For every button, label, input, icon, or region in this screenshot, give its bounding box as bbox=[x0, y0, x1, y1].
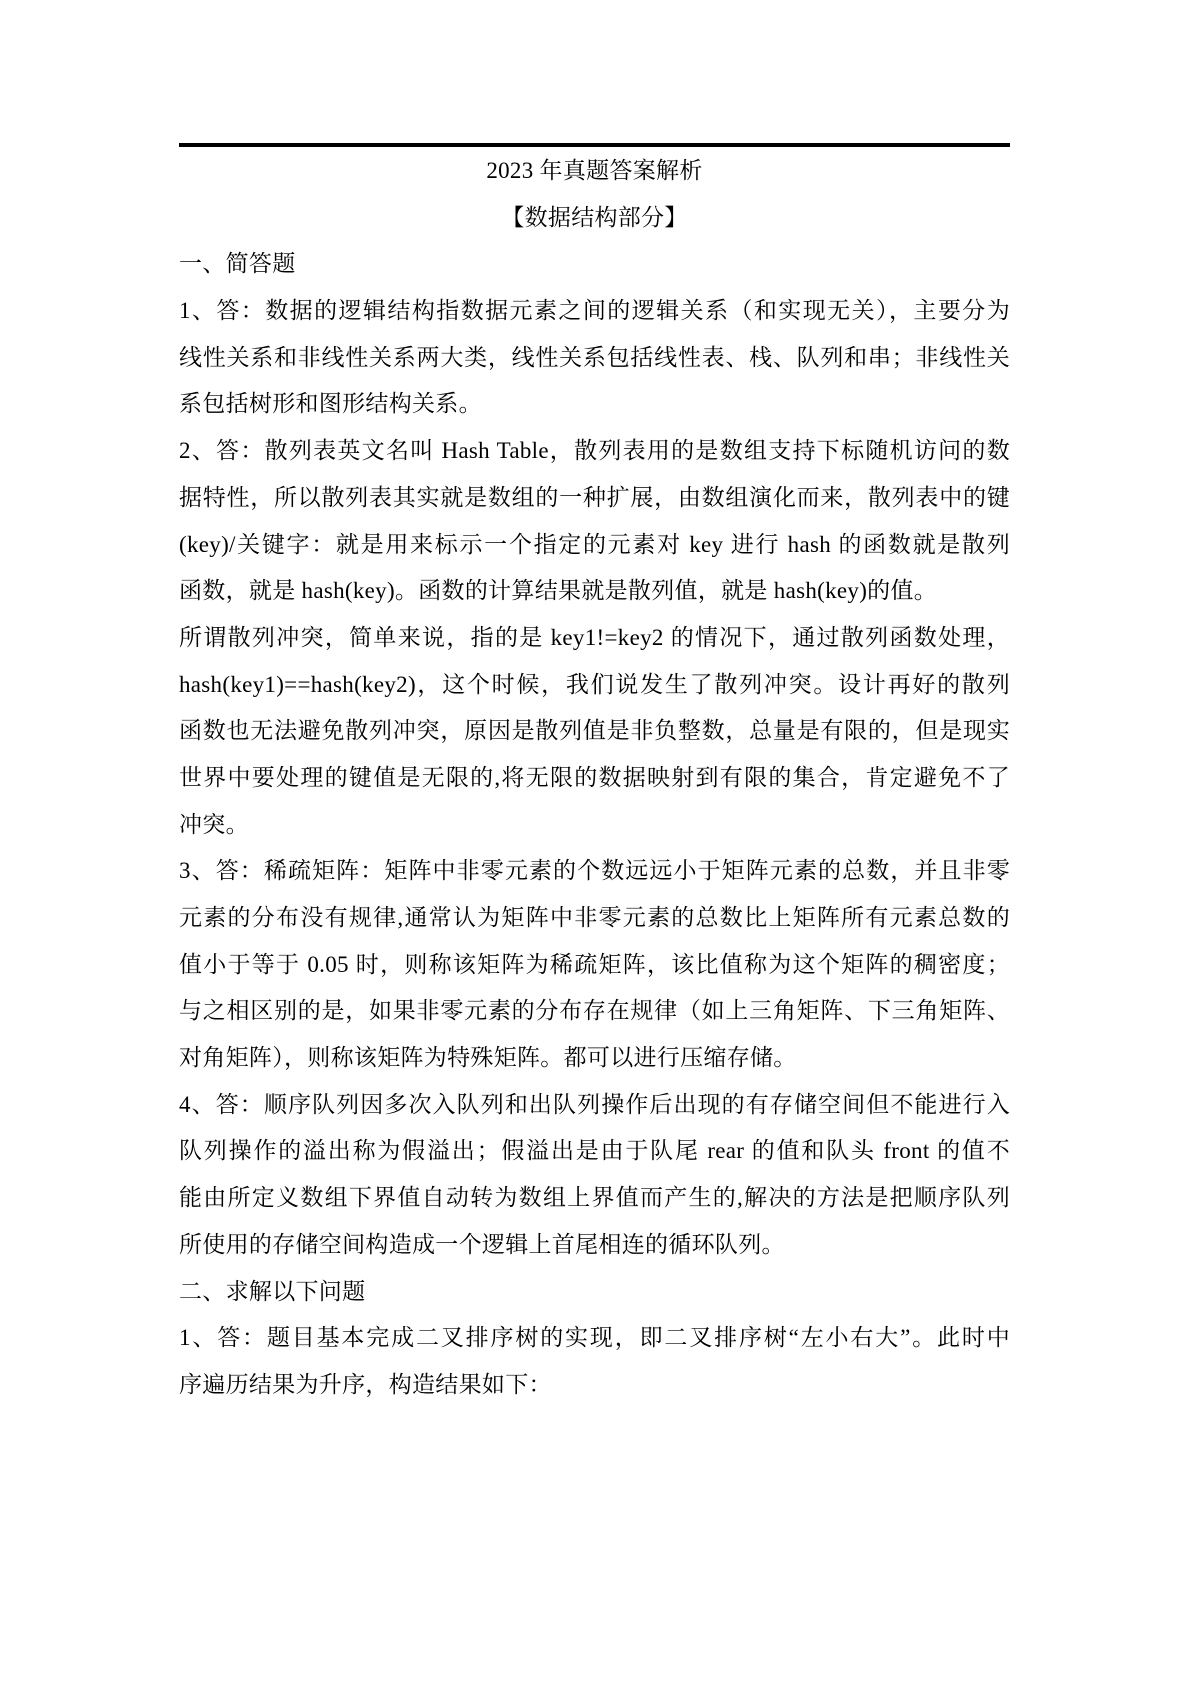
paragraph-line: 函数，就是 hash(key)。函数的计算结果就是散列值，就是 hash(key)的值。 bbox=[179, 578, 938, 604]
paragraph-line: 据特性，所以散列表其实就是数组的一种扩展，由数组演化而来，散列表中的键 bbox=[179, 484, 1010, 510]
paragraph-line: 所使用的存储空间构造成一个逻辑上首尾相连的循环队列。 bbox=[179, 1231, 785, 1257]
paragraph-line: 所谓散列冲突，简单来说，指的是 key1!=key2 的情况下，通过散列函数处理， bbox=[179, 624, 1010, 650]
paragraph-line: 2、答：散列表英文名叫 Hash Table，散列表用的是数组支持下标随机访问的数 bbox=[179, 438, 1010, 464]
paragraph-line: 对角矩阵），则称该矩阵为特殊矩阵。都可以进行压缩存储。 bbox=[179, 1045, 797, 1071]
paragraph-line: 队列操作的溢出称为假溢出；假溢出是由于队尾 rear 的值和队头 front 的值不 bbox=[179, 1138, 1010, 1164]
paragraph-line: (key)/关键字：就是用来标示一个指定的元素对 key 进行 hash 的函数就是散列 bbox=[179, 531, 1010, 557]
header-rule bbox=[179, 143, 1010, 147]
document-body bbox=[179, 148, 1010, 1409]
doc-subtitle: 【数据结构部分】 bbox=[501, 204, 688, 230]
paragraph-line: 世界中要处理的键值是无限的,将无限的数据映射到有限的集合，肯定避免不了 bbox=[179, 764, 1010, 790]
paragraph-line: hash(key1)==hash(key2)，这个时候，我们说发生了散列冲突。设计再好的散列 bbox=[179, 671, 1010, 697]
paragraph-line: 线性关系和非线性关系两大类，线性关系包括线性表、栈、队列和串；非线性关 bbox=[179, 344, 1010, 370]
paragraph-line: 元素的分布没有规律,通常认为矩阵中非零元素的总数比上矩阵所有元素总数的 bbox=[179, 905, 1010, 930]
doc-title: 2023 年真题答案解析 bbox=[486, 158, 703, 183]
section-1-heading: 一、简答题 bbox=[179, 251, 296, 277]
section-2-heading: 二、求解以下问题 bbox=[179, 1278, 366, 1304]
paragraph-line: 能由所定义数组下界值自动转为数组上界值而产生的,解决的方法是把顺序队列 bbox=[179, 1185, 1010, 1211]
paragraph-line: 函数也无法避免散列冲突，原因是散列值是非负整数，总量是有限的，但是现实 bbox=[179, 718, 1010, 744]
paragraph-line: 1、答：题目基本完成二叉排序树的实现，即二叉排序树“左小右大”。此时中 bbox=[179, 1325, 1010, 1351]
paragraph-line: 系包括树形和图形结构关系。 bbox=[179, 391, 482, 417]
paragraph-line: 序遍历结果为升序，构造结果如下： bbox=[179, 1371, 552, 1397]
paragraph-line: 与之相区别的是，如果非零元素的分布存在规律（如上三角矩阵、下三角矩阵、 bbox=[179, 998, 1010, 1024]
paragraph-line: 4、答：顺序队列因多次入队列和出队列操作后出现的有存储空间但不能进行入 bbox=[179, 1091, 1010, 1117]
paragraph-line: 值小于等于 0.05 时，则称该矩阵为稀疏矩阵，该比值称为这个矩阵的稠密度； bbox=[179, 951, 1010, 977]
paragraph-line: 3、答：稀疏矩阵：矩阵中非零元素的个数远远小于矩阵元素的总数，并且非零 bbox=[179, 858, 1010, 884]
paragraph-line: 1、答：数据的逻辑结构指数据元素之间的逻辑关系（和实现无关），主要分为 bbox=[179, 298, 1010, 324]
paragraph-line: 冲突。 bbox=[179, 811, 249, 837]
